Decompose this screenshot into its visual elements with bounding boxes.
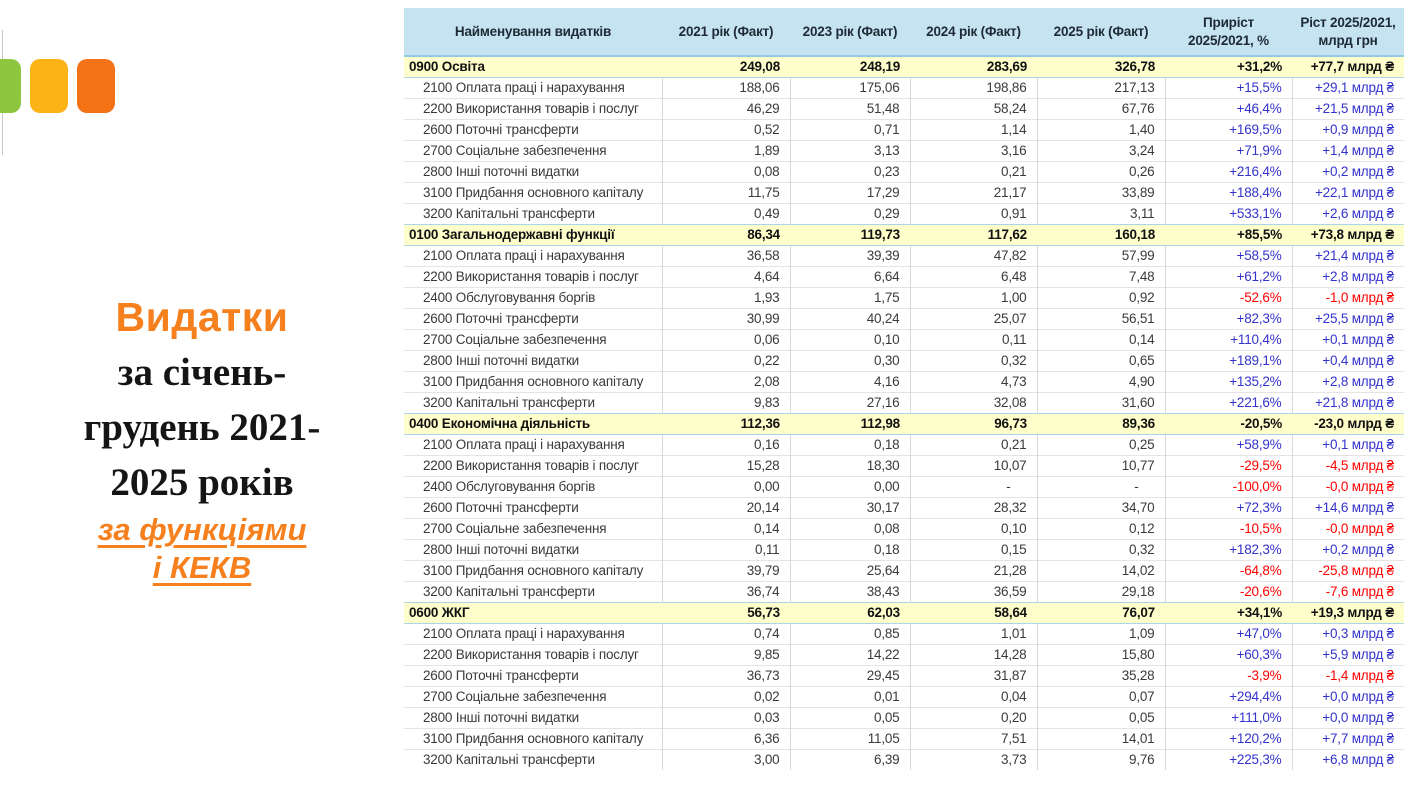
year-value-cell: 0,26 xyxy=(1037,161,1165,182)
kekv-row xyxy=(404,665,1404,686)
year-value-cell: 249,08 xyxy=(662,56,790,77)
year-value-cell: 15,28 xyxy=(662,455,790,476)
year-value-cell: 58,24 xyxy=(910,98,1037,119)
growth-cell: -1,0 млрд ₴ xyxy=(1292,287,1404,308)
year-value-cell: 10,77 xyxy=(1037,455,1165,476)
logo-squares xyxy=(0,59,115,113)
year-value-cell: 31,60 xyxy=(1037,392,1165,413)
kekv-row xyxy=(404,266,1404,287)
year-value-cell: 27,16 xyxy=(790,392,910,413)
growth-cell: +14,6 млрд ₴ xyxy=(1292,497,1404,518)
year-value-cell: 31,87 xyxy=(910,665,1037,686)
year-value-cell: 86,34 xyxy=(662,224,790,245)
kekv-name-cell: 2100 Оплата праці і нарахування xyxy=(404,77,662,98)
year-value-cell: 58,64 xyxy=(910,602,1037,623)
year-value-cell: 0,06 xyxy=(662,329,790,350)
year-value-cell: 11,75 xyxy=(662,182,790,203)
pct-change-cell: +47,0% xyxy=(1165,623,1292,644)
pct-change-cell: +58,5% xyxy=(1165,245,1292,266)
kekv-row xyxy=(404,581,1404,602)
pct-change-cell: +221,6% xyxy=(1165,392,1292,413)
column-header: 2023 рік (Факт) xyxy=(790,8,910,56)
kekv-name-cell: 2800 Інші поточні видатки xyxy=(404,539,662,560)
year-value-cell: 18,30 xyxy=(790,455,910,476)
year-value-cell: 1,09 xyxy=(1037,623,1165,644)
pct-change-cell: +294,4% xyxy=(1165,686,1292,707)
column-header: 2024 рік (Факт) xyxy=(910,8,1037,56)
kekv-name-cell: 2100 Оплата праці і нарахування xyxy=(404,245,662,266)
subtitle-line-3: 2025 років xyxy=(110,461,294,504)
year-value-cell: - xyxy=(1037,476,1165,497)
year-value-cell: 39,79 xyxy=(662,560,790,581)
kekv-row xyxy=(404,287,1404,308)
year-value-cell: 0,11 xyxy=(662,539,790,560)
pct-change-cell: +225,3% xyxy=(1165,749,1292,770)
year-value-cell: 0,04 xyxy=(910,686,1037,707)
year-value-cell: 1,01 xyxy=(910,623,1037,644)
kekv-row xyxy=(404,539,1404,560)
kekv-row xyxy=(404,518,1404,539)
kekv-name-cell: 2100 Оплата праці і нарахування xyxy=(404,623,662,644)
pct-change-cell: +182,3% xyxy=(1165,539,1292,560)
table-body xyxy=(404,56,1404,770)
year-value-cell: 20,14 xyxy=(662,497,790,518)
year-value-cell: 0,00 xyxy=(662,476,790,497)
column-header: Приріст 2025/2021, % xyxy=(1165,8,1292,56)
kekv-row xyxy=(404,686,1404,707)
year-value-cell: 188,06 xyxy=(662,77,790,98)
year-value-cell: 0,20 xyxy=(910,707,1037,728)
kekv-name-cell: 2600 Поточні трансферти xyxy=(404,497,662,518)
year-value-cell: 67,76 xyxy=(1037,98,1165,119)
kekv-name-cell: 2700 Соціальне забезпечення xyxy=(404,518,662,539)
year-value-cell: 34,70 xyxy=(1037,497,1165,518)
year-value-cell: 6,48 xyxy=(910,266,1037,287)
pct-change-cell: -3,9% xyxy=(1165,665,1292,686)
year-value-cell: 76,07 xyxy=(1037,602,1165,623)
growth-cell: -23,0 млрд ₴ xyxy=(1292,413,1404,434)
pct-change-cell: +111,0% xyxy=(1165,707,1292,728)
growth-cell: +0,2 млрд ₴ xyxy=(1292,539,1404,560)
year-value-cell: 0,12 xyxy=(1037,518,1165,539)
kekv-name-cell: 3100 Придбання основного капіталу xyxy=(404,560,662,581)
pct-change-cell: +31,2% xyxy=(1165,56,1292,77)
year-value-cell: 1,00 xyxy=(910,287,1037,308)
kekv-row xyxy=(404,119,1404,140)
kekv-name-cell: 2700 Соціальне забезпечення xyxy=(404,140,662,161)
kekv-row xyxy=(404,245,1404,266)
growth-cell: +0,0 млрд ₴ xyxy=(1292,686,1404,707)
year-value-cell: 33,89 xyxy=(1037,182,1165,203)
year-value-cell: 1,93 xyxy=(662,287,790,308)
growth-cell: +0,1 млрд ₴ xyxy=(1292,329,1404,350)
growth-cell: +6,8 млрд ₴ xyxy=(1292,749,1404,770)
year-value-cell: 6,64 xyxy=(790,266,910,287)
logo-square-green xyxy=(0,59,21,113)
year-value-cell: 15,80 xyxy=(1037,644,1165,665)
year-value-cell: 3,73 xyxy=(910,749,1037,770)
year-value-cell: 6,36 xyxy=(662,728,790,749)
year-value-cell: 0,32 xyxy=(910,350,1037,371)
link-line-2: і КЕКВ xyxy=(152,550,252,585)
pct-change-cell: -10,5% xyxy=(1165,518,1292,539)
section-total-row xyxy=(404,56,1404,77)
pct-change-cell: +60,3% xyxy=(1165,644,1292,665)
kekv-row xyxy=(404,644,1404,665)
year-value-cell: 0,14 xyxy=(662,518,790,539)
growth-cell: +0,4 млрд ₴ xyxy=(1292,350,1404,371)
pct-change-cell: +110,4% xyxy=(1165,329,1292,350)
year-value-cell: 175,06 xyxy=(790,77,910,98)
year-value-cell: 57,99 xyxy=(1037,245,1165,266)
year-value-cell: 119,73 xyxy=(790,224,910,245)
kekv-row xyxy=(404,182,1404,203)
growth-cell: +5,9 млрд ₴ xyxy=(1292,644,1404,665)
year-value-cell: 0,74 xyxy=(662,623,790,644)
growth-cell: +0,2 млрд ₴ xyxy=(1292,161,1404,182)
kekv-name-cell: 3200 Капітальні трансферти xyxy=(404,581,662,602)
kekv-name-cell: 2800 Інші поточні видатки xyxy=(404,350,662,371)
year-value-cell: 96,73 xyxy=(910,413,1037,434)
year-value-cell: 112,36 xyxy=(662,413,790,434)
pct-change-cell: -100,0% xyxy=(1165,476,1292,497)
pct-change-cell: +61,2% xyxy=(1165,266,1292,287)
growth-cell: -7,6 млрд ₴ xyxy=(1292,581,1404,602)
section-total-row xyxy=(404,602,1404,623)
year-value-cell: 217,13 xyxy=(1037,77,1165,98)
growth-cell: +73,8 млрд ₴ xyxy=(1292,224,1404,245)
year-value-cell: 9,83 xyxy=(662,392,790,413)
year-value-cell: 0,00 xyxy=(790,476,910,497)
page-title: Видатки xyxy=(115,294,289,340)
year-value-cell: 89,36 xyxy=(1037,413,1165,434)
year-value-cell: 11,05 xyxy=(790,728,910,749)
year-value-cell: 3,13 xyxy=(790,140,910,161)
year-value-cell: 0,85 xyxy=(790,623,910,644)
kekv-name-cell: 2800 Інші поточні видатки xyxy=(404,161,662,182)
growth-cell: -1,4 млрд ₴ xyxy=(1292,665,1404,686)
year-value-cell: 14,22 xyxy=(790,644,910,665)
kekv-row xyxy=(404,350,1404,371)
year-value-cell: 0,91 xyxy=(910,203,1037,224)
year-value-cell: 25,64 xyxy=(790,560,910,581)
kekv-row xyxy=(404,140,1404,161)
kekv-row xyxy=(404,308,1404,329)
growth-cell: +0,9 млрд ₴ xyxy=(1292,119,1404,140)
year-value-cell: 3,11 xyxy=(1037,203,1165,224)
year-value-cell: 283,69 xyxy=(910,56,1037,77)
kekv-name-cell: 2600 Поточні трансферти xyxy=(404,308,662,329)
growth-cell: +0,3 млрд ₴ xyxy=(1292,623,1404,644)
pct-change-cell: +58,9% xyxy=(1165,434,1292,455)
year-value-cell: 28,32 xyxy=(910,497,1037,518)
year-value-cell: 0,08 xyxy=(662,161,790,182)
year-value-cell: 38,43 xyxy=(790,581,910,602)
year-value-cell: 0,02 xyxy=(662,686,790,707)
year-value-cell: 160,18 xyxy=(1037,224,1165,245)
year-value-cell: 29,45 xyxy=(790,665,910,686)
year-value-cell: 0,07 xyxy=(1037,686,1165,707)
title-block xyxy=(0,292,404,587)
logo-square-orange xyxy=(77,59,115,113)
pct-change-cell: +189,1% xyxy=(1165,350,1292,371)
year-value-cell: 0,18 xyxy=(790,539,910,560)
year-value-cell: 40,24 xyxy=(790,308,910,329)
year-value-cell: 25,07 xyxy=(910,308,1037,329)
pct-change-cell: +188,4% xyxy=(1165,182,1292,203)
growth-cell: +22,1 млрд ₴ xyxy=(1292,182,1404,203)
column-header: Ріст 2025/2021, млрд грн xyxy=(1292,8,1404,56)
growth-cell: +77,7 млрд ₴ xyxy=(1292,56,1404,77)
year-value-cell: 248,19 xyxy=(790,56,910,77)
year-value-cell: 0,11 xyxy=(910,329,1037,350)
year-value-cell: 0,21 xyxy=(910,434,1037,455)
year-value-cell: 0,30 xyxy=(790,350,910,371)
growth-cell: +29,1 млрд ₴ xyxy=(1292,77,1404,98)
kekv-name-cell: 2800 Інші поточні видатки xyxy=(404,707,662,728)
pct-change-cell: -64,8% xyxy=(1165,560,1292,581)
growth-cell: +21,5 млрд ₴ xyxy=(1292,98,1404,119)
pct-change-cell: +135,2% xyxy=(1165,371,1292,392)
kekv-row xyxy=(404,98,1404,119)
kekv-name-cell: 3200 Капітальні трансферти xyxy=(404,392,662,413)
pct-change-cell: +15,5% xyxy=(1165,77,1292,98)
section-name-cell: 0900 Освіта xyxy=(404,56,662,77)
year-value-cell: 0,52 xyxy=(662,119,790,140)
year-value-cell: 4,64 xyxy=(662,266,790,287)
kekv-name-cell: 3200 Капітальні трансферти xyxy=(404,749,662,770)
year-value-cell: 4,73 xyxy=(910,371,1037,392)
year-value-cell: 117,62 xyxy=(910,224,1037,245)
growth-cell: +2,8 млрд ₴ xyxy=(1292,371,1404,392)
kekv-row xyxy=(404,476,1404,497)
expenditure-table xyxy=(404,8,1404,770)
growth-cell: -0,0 млрд ₴ xyxy=(1292,476,1404,497)
year-value-cell: 17,29 xyxy=(790,182,910,203)
year-value-cell: 0,05 xyxy=(790,707,910,728)
year-value-cell: 3,16 xyxy=(910,140,1037,161)
year-value-cell: 0,23 xyxy=(790,161,910,182)
pct-change-cell: +82,3% xyxy=(1165,308,1292,329)
year-value-cell: 10,07 xyxy=(910,455,1037,476)
subtitle-line-2: грудень 2021- xyxy=(83,406,321,449)
section-total-row xyxy=(404,413,1404,434)
kekv-row xyxy=(404,161,1404,182)
year-value-cell: 0,14 xyxy=(1037,329,1165,350)
year-value-cell: 39,39 xyxy=(790,245,910,266)
column-header: 2025 рік (Факт) xyxy=(1037,8,1165,56)
functions-kekv-link[interactable] xyxy=(0,511,404,587)
growth-cell: +25,5 млрд ₴ xyxy=(1292,308,1404,329)
section-name-cell: 0400 Економічна діяльність xyxy=(404,413,662,434)
pct-change-cell: +85,5% xyxy=(1165,224,1292,245)
year-value-cell: 35,28 xyxy=(1037,665,1165,686)
link-line-1: за функціями xyxy=(97,512,307,547)
subtitle-line-1: за січень- xyxy=(117,351,287,394)
year-value-cell: 2,08 xyxy=(662,371,790,392)
growth-cell: +2,8 млрд ₴ xyxy=(1292,266,1404,287)
year-value-cell: 1,40 xyxy=(1037,119,1165,140)
year-value-cell: 0,29 xyxy=(790,203,910,224)
growth-cell: +1,4 млрд ₴ xyxy=(1292,140,1404,161)
kekv-row xyxy=(404,749,1404,770)
pct-change-cell: -29,5% xyxy=(1165,455,1292,476)
kekv-row xyxy=(404,455,1404,476)
year-value-cell: 0,21 xyxy=(910,161,1037,182)
year-value-cell: 9,85 xyxy=(662,644,790,665)
kekv-name-cell: 2100 Оплата праці і нарахування xyxy=(404,434,662,455)
kekv-name-cell: 2200 Використання товарів і послуг xyxy=(404,266,662,287)
year-value-cell: 3,24 xyxy=(1037,140,1165,161)
pct-change-cell: +216,4% xyxy=(1165,161,1292,182)
year-value-cell: 326,78 xyxy=(1037,56,1165,77)
year-value-cell: 0,10 xyxy=(910,518,1037,539)
year-value-cell: 56,73 xyxy=(662,602,790,623)
kekv-name-cell: 2400 Обслуговування боргів xyxy=(404,287,662,308)
pct-change-cell: +120,2% xyxy=(1165,728,1292,749)
kekv-row xyxy=(404,560,1404,581)
year-value-cell: 112,98 xyxy=(790,413,910,434)
year-value-cell: 14,02 xyxy=(1037,560,1165,581)
year-value-cell: 32,08 xyxy=(910,392,1037,413)
pct-change-cell: -20,5% xyxy=(1165,413,1292,434)
growth-cell: +0,0 млрд ₴ xyxy=(1292,707,1404,728)
kekv-name-cell: 3100 Придбання основного капіталу xyxy=(404,182,662,203)
year-value-cell: 0,10 xyxy=(790,329,910,350)
kekv-row xyxy=(404,392,1404,413)
year-value-cell: 4,90 xyxy=(1037,371,1165,392)
year-value-cell: 21,28 xyxy=(910,560,1037,581)
year-value-cell: 198,86 xyxy=(910,77,1037,98)
kekv-name-cell: 2600 Поточні трансферти xyxy=(404,119,662,140)
year-value-cell: 21,17 xyxy=(910,182,1037,203)
kekv-name-cell: 2200 Використання товарів і послуг xyxy=(404,98,662,119)
year-value-cell: 30,99 xyxy=(662,308,790,329)
year-value-cell: 56,51 xyxy=(1037,308,1165,329)
growth-cell: -0,0 млрд ₴ xyxy=(1292,518,1404,539)
left-panel xyxy=(0,0,404,793)
pct-change-cell: +72,3% xyxy=(1165,497,1292,518)
year-value-cell: 1,89 xyxy=(662,140,790,161)
year-value-cell: 1,75 xyxy=(790,287,910,308)
year-value-cell: 0,32 xyxy=(1037,539,1165,560)
year-value-cell: 51,48 xyxy=(790,98,910,119)
year-value-cell: 0,22 xyxy=(662,350,790,371)
kekv-row xyxy=(404,203,1404,224)
year-value-cell: 0,18 xyxy=(790,434,910,455)
year-value-cell: 1,14 xyxy=(910,119,1037,140)
logo-square-yellow xyxy=(30,59,68,113)
pct-change-cell: -20,6% xyxy=(1165,581,1292,602)
year-value-cell: 47,82 xyxy=(910,245,1037,266)
growth-cell: -4,5 млрд ₴ xyxy=(1292,455,1404,476)
kekv-name-cell: 3100 Придбання основного капіталу xyxy=(404,728,662,749)
kekv-row xyxy=(404,497,1404,518)
kekv-row xyxy=(404,728,1404,749)
pct-change-cell: +71,9% xyxy=(1165,140,1292,161)
year-value-cell: 30,17 xyxy=(790,497,910,518)
kekv-row xyxy=(404,434,1404,455)
kekv-name-cell: 3100 Придбання основного капіталу xyxy=(404,371,662,392)
column-header: Найменування видатків xyxy=(404,8,662,56)
year-value-cell: 29,18 xyxy=(1037,581,1165,602)
year-value-cell: 0,01 xyxy=(790,686,910,707)
pct-change-cell: +533,1% xyxy=(1165,203,1292,224)
year-value-cell: 9,76 xyxy=(1037,749,1165,770)
year-value-cell: 7,51 xyxy=(910,728,1037,749)
year-value-cell: 36,74 xyxy=(662,581,790,602)
year-value-cell: 14,28 xyxy=(910,644,1037,665)
kekv-name-cell: 2400 Обслуговування боргів xyxy=(404,476,662,497)
kekv-row xyxy=(404,329,1404,350)
kekv-row xyxy=(404,371,1404,392)
year-value-cell: 0,65 xyxy=(1037,350,1165,371)
section-name-cell: 0100 Загальнодержавні функції xyxy=(404,224,662,245)
column-header: 2021 рік (Факт) xyxy=(662,8,790,56)
year-value-cell: 0,92 xyxy=(1037,287,1165,308)
year-value-cell: 36,58 xyxy=(662,245,790,266)
year-value-cell: 0,03 xyxy=(662,707,790,728)
kekv-name-cell: 2200 Використання товарів і послуг xyxy=(404,455,662,476)
year-value-cell: - xyxy=(910,476,1037,497)
kekv-name-cell: 2700 Соціальне забезпечення xyxy=(404,329,662,350)
year-value-cell: 0,05 xyxy=(1037,707,1165,728)
year-value-cell: 0,15 xyxy=(910,539,1037,560)
pct-change-cell: +34,1% xyxy=(1165,602,1292,623)
pct-change-cell: +169,5% xyxy=(1165,119,1292,140)
section-name-cell: 0600 ЖКГ xyxy=(404,602,662,623)
growth-cell: +19,3 млрд ₴ xyxy=(1292,602,1404,623)
year-value-cell: 62,03 xyxy=(790,602,910,623)
expenditure-table-wrap xyxy=(404,8,1404,770)
year-value-cell: 14,01 xyxy=(1037,728,1165,749)
year-value-cell: 0,25 xyxy=(1037,434,1165,455)
growth-cell: +21,8 млрд ₴ xyxy=(1292,392,1404,413)
year-value-cell: 6,39 xyxy=(790,749,910,770)
year-value-cell: 0,71 xyxy=(790,119,910,140)
year-value-cell: 36,73 xyxy=(662,665,790,686)
growth-cell: -25,8 млрд ₴ xyxy=(1292,560,1404,581)
growth-cell: +21,4 млрд ₴ xyxy=(1292,245,1404,266)
year-value-cell: 0,08 xyxy=(790,518,910,539)
year-value-cell: 36,59 xyxy=(910,581,1037,602)
year-value-cell: 0,49 xyxy=(662,203,790,224)
table-header-row xyxy=(404,8,1404,56)
kekv-name-cell: 2600 Поточні трансферти xyxy=(404,665,662,686)
kekv-row xyxy=(404,77,1404,98)
kekv-row xyxy=(404,707,1404,728)
pct-change-cell: -52,6% xyxy=(1165,287,1292,308)
kekv-name-cell: 2200 Використання товарів і послуг xyxy=(404,644,662,665)
year-value-cell: 46,29 xyxy=(662,98,790,119)
kekv-name-cell: 2700 Соціальне забезпечення xyxy=(404,686,662,707)
year-value-cell: 3,00 xyxy=(662,749,790,770)
pct-change-cell: +46,4% xyxy=(1165,98,1292,119)
growth-cell: +7,7 млрд ₴ xyxy=(1292,728,1404,749)
kekv-row xyxy=(404,623,1404,644)
year-value-cell: 7,48 xyxy=(1037,266,1165,287)
growth-cell: +2,6 млрд ₴ xyxy=(1292,203,1404,224)
growth-cell: +0,1 млрд ₴ xyxy=(1292,434,1404,455)
year-value-cell: 0,16 xyxy=(662,434,790,455)
section-total-row xyxy=(404,224,1404,245)
kekv-name-cell: 3200 Капітальні трансферти xyxy=(404,203,662,224)
year-value-cell: 4,16 xyxy=(790,371,910,392)
